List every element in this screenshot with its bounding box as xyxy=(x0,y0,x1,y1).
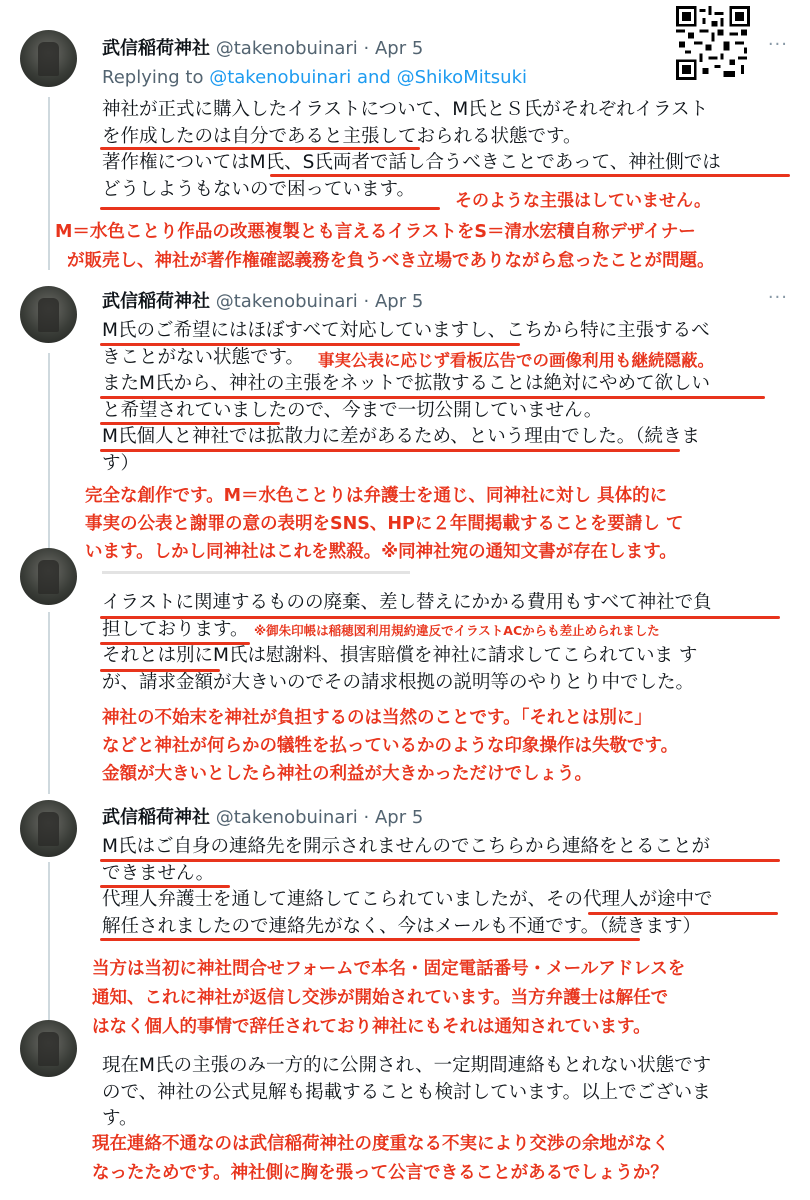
underline-mark xyxy=(100,642,250,645)
underline-mark xyxy=(100,396,765,399)
annotation-line: 通知、これに神社が返信し交渉が開始されています。当方弁護士は解任で xyxy=(92,988,669,1008)
tweet-body xyxy=(102,1053,711,1133)
tweet-line: 著作権についてはM氏、S氏両者で話し合うべきことであって、神社側では xyxy=(102,152,721,173)
tweet-line: またM氏から、神社の主張をネットで拡散することは絶対にやめて欲しい xyxy=(102,373,710,394)
underline-mark xyxy=(100,147,420,150)
separator-dot: · xyxy=(363,807,370,828)
avatar[interactable] xyxy=(20,548,77,605)
tweet-line: 担しております。 xyxy=(102,618,249,640)
separator-dot: · xyxy=(363,38,370,59)
user-handle[interactable]: @takenobuinari xyxy=(215,807,358,828)
annotation-line: 当方は当初に神社問合せフォームで本名・固定電話番号・メールアドレスを xyxy=(92,959,686,979)
tweet-line: 解任されましたので連絡先がなく、今はメールも不通です。（続きます） xyxy=(102,915,702,937)
annotation-text: 事実公表に応じず看板広告での画像利用も継続隠蔽。 xyxy=(318,351,714,370)
tweet-line: と希望されていましたので、今まで一切公開していません。 xyxy=(102,399,603,421)
mention-link[interactable]: @takenobuinari xyxy=(209,67,352,88)
underline-mark xyxy=(100,422,280,425)
user-handle[interactable]: @takenobuinari xyxy=(215,291,358,312)
annotation-line: が販売し、神社が著作権確認義務を負うべき立場でありながら怠ったことが問題。 xyxy=(67,251,715,271)
tweet-line: どうしようもないので困っています。 xyxy=(102,178,416,200)
avatar[interactable] xyxy=(20,1020,77,1077)
annotation-block xyxy=(55,218,715,276)
tweet-date[interactable]: Apr 5 xyxy=(374,807,424,828)
underline-mark xyxy=(100,616,780,619)
tweet-line: 現在M氏の主張のみ一方的に公開され、一定期間連絡もとれない状態です xyxy=(102,1055,712,1076)
annotation-block xyxy=(92,955,685,1042)
tweet-header xyxy=(102,287,423,313)
display-name[interactable]: 武信稲荷神社 xyxy=(102,291,210,312)
more-options-icon[interactable]: ··· xyxy=(767,287,788,308)
tweet-line: M氏個人と神社では拡散力に差があるため、という理由でした。（続きま xyxy=(102,426,700,447)
mention-and: and xyxy=(351,67,397,88)
thread-line xyxy=(48,862,50,1020)
annotation-block xyxy=(102,704,678,788)
tweet-line: それとは別にM氏は慰謝料、損害賠償を神社に請求してこられていま す xyxy=(102,645,698,666)
avatar[interactable] xyxy=(20,286,77,343)
replying-to xyxy=(102,67,527,88)
tweet-line: が、請求金額が大きいのでその請求根拠の説明等のやりとり中でした。 xyxy=(102,671,695,693)
qr-code-icon xyxy=(676,6,750,80)
annotation-line: 金額が大きいとしたら神社の利益が大きかっただけでしょう。 xyxy=(102,764,592,784)
annotation-line: はなく個人的事情で辞任されており神社にもそれは通知されています。 xyxy=(92,1017,651,1037)
tweet-line: 代理人弁護士を通して連絡してこられていましたが、その代理人が途中で xyxy=(102,889,713,910)
user-handle[interactable]: @takenobuinari xyxy=(215,38,358,59)
tweet-line: イラストに関連するものの廃棄、差し替えにかかる費用もすべて神社で負 xyxy=(102,592,712,613)
annotation-line: M＝水色ことり作品の改悪複製とも言えるイラストをS＝清水宏積自称デザイナー xyxy=(55,222,696,242)
display-name[interactable]: 武信稲荷神社 xyxy=(102,807,210,828)
tweet-line: を作成したのは自分であると主張しておられる状態です。 xyxy=(102,125,582,147)
mention-link[interactable]: @ShikoMitsuki xyxy=(396,67,527,88)
tweet-line: M氏のご希望にはほぼすべて対応していますし、こちから特に主張するべ xyxy=(102,320,710,341)
annotation-line: 完全な創作です。M＝水色ことりは弁護士を通じ、同神社に対し 具体的に xyxy=(85,486,668,506)
underline-mark xyxy=(270,174,790,177)
tweet-header xyxy=(102,34,423,60)
underline-mark xyxy=(100,669,220,672)
annotation-block xyxy=(92,1130,670,1188)
separator-dot: · xyxy=(363,291,370,312)
annotation-text: そのような主張はしていません。 xyxy=(455,191,712,211)
avatar[interactable] xyxy=(20,30,77,87)
underline-mark xyxy=(100,859,780,862)
thread-line xyxy=(48,612,50,794)
annotation-block xyxy=(85,482,683,566)
annotation-line: なったためです。神社側に胸を張って公言できることがあるでしょうか？ xyxy=(92,1163,668,1183)
annotation-text: ※御朱印帳は稲穂図利用規約違反でイラストACからも差止められました xyxy=(254,623,660,638)
tweet-line: できません。 xyxy=(102,862,215,884)
underline-mark xyxy=(100,938,640,941)
tweet-date[interactable]: Apr 5 xyxy=(374,291,424,312)
annotation-line: 現在連絡不通なのは武信稲荷神社の度重なる不実により交渉の余地がなく xyxy=(92,1134,670,1154)
cropped-header xyxy=(102,571,410,574)
underline-mark xyxy=(588,912,778,915)
underline-mark xyxy=(100,343,520,346)
thread-line xyxy=(48,353,50,553)
tweet-line: す） xyxy=(102,452,140,474)
annotation-line: います。しかし同神社はこれを黙殺。※同神社宛の通知文書が存在します。 xyxy=(85,542,677,562)
annotation-line: などと神社が何らかの犠牲を払っているかのような印象操作は失敬です。 xyxy=(102,736,679,756)
display-name[interactable]: 武信稲荷神社 xyxy=(102,38,210,59)
underline-mark xyxy=(100,885,230,888)
tweet-line: ので、神社の公式見解も掲載することも検討しています。以上でございま xyxy=(102,1081,711,1103)
thread-line xyxy=(48,97,50,270)
tweet-line: きことがない状態です。 xyxy=(102,346,305,368)
tweet-line: M氏はご自身の連絡先を開示されませんのでこちらから連絡をとることが xyxy=(102,836,710,857)
underline-mark xyxy=(100,449,680,452)
tweet-date[interactable]: Apr 5 xyxy=(374,38,424,59)
annotation-line: 神社の不始末を神社が負担するのは当然のことです。「それとは別に」 xyxy=(102,708,652,728)
tweet-header xyxy=(102,803,423,829)
replying-prefix: Replying to xyxy=(102,67,210,88)
tweet-line: 神社が正式に購入したイラストについて、M氏とＳ氏がそれぞれイラスト xyxy=(102,99,709,120)
underline-mark xyxy=(100,207,440,210)
annotation-line: 事実の公表と謝罪の意の表明をSNS、HPに２年間掲載することを要請し て xyxy=(85,514,684,534)
more-options-icon[interactable]: ··· xyxy=(767,34,788,55)
tweet-line: す。 xyxy=(102,1108,138,1129)
avatar[interactable] xyxy=(20,800,77,857)
